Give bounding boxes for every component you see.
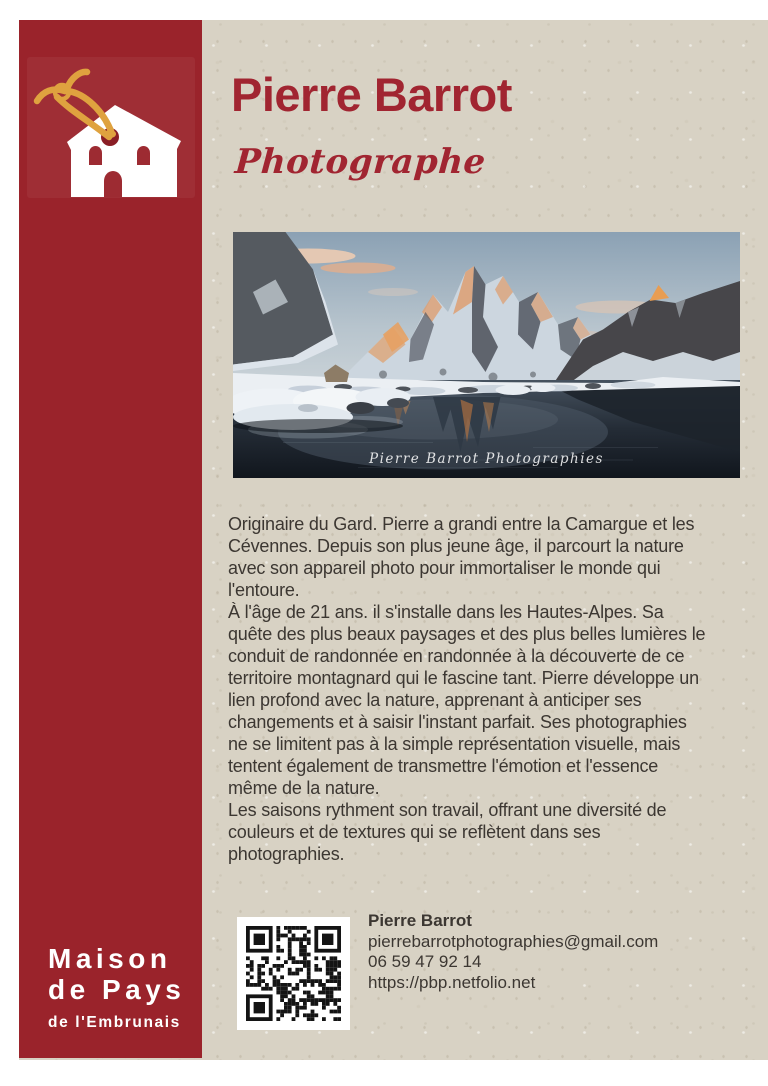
contact-website: https://pbp.netfolio.net: [368, 972, 536, 992]
poster-page: [19, 20, 768, 1060]
logo: [27, 57, 195, 198]
qr-code-svg: [246, 926, 341, 1021]
bio-text: [228, 513, 708, 865]
contact-email: pierrebarrotphotographies@gmail.com: [368, 931, 659, 951]
org-block: [48, 943, 185, 1032]
hero-photo: [233, 232, 740, 478]
bio-paragraph: À l'âge de 21 ans. il s'installe dans les Hautes-Alpes. Sa quête des plus beaux paysages et des plus belles lumières le conduit de randonnée en randonnée à la découverte de ce territoire montagnard qui le fascine tant. Pierre développe un lien profond avec la nature, apprenant à anticiper ses changements et à saisir l'instant parfait. Ses photographies ne se limitent pas à la simple représentation visuelle, mais tentent également de transmettre l'émotion et l'essence même de la nature.: [228, 602, 706, 798]
sidebar: [19, 20, 202, 1058]
org-name-line1: Maison: [48, 943, 172, 974]
bio-paragraph: Originaire du Gard. Pierre a grandi entre la Camargue et les Cévennes. Depuis son plus jeune âge, il parcourt la nature avec son appareil photo pour immortaliser le monde qui l'entoure.: [228, 514, 695, 600]
org-subtitle: de l'Embrunais: [48, 1014, 181, 1031]
qr-code: [237, 917, 350, 1030]
page-subtitle: Photographe: [233, 142, 488, 182]
photo-watermark: Pierre Barrot Photographies: [369, 451, 604, 467]
page-title: Pierre Barrot: [231, 68, 512, 121]
org-name-line2: de Pays: [48, 974, 186, 1005]
bio-paragraph: Les saisons rythment son travail, offrant une diversité de couleurs et de textures qui se reflètent dans ses photographies.: [228, 800, 667, 864]
cord-icon: [37, 72, 111, 137]
house-tag-icon: [27, 57, 195, 198]
contact-phone: 06 59 47 92 14: [368, 952, 482, 971]
contact-name: Pierre Barrot: [368, 911, 472, 930]
